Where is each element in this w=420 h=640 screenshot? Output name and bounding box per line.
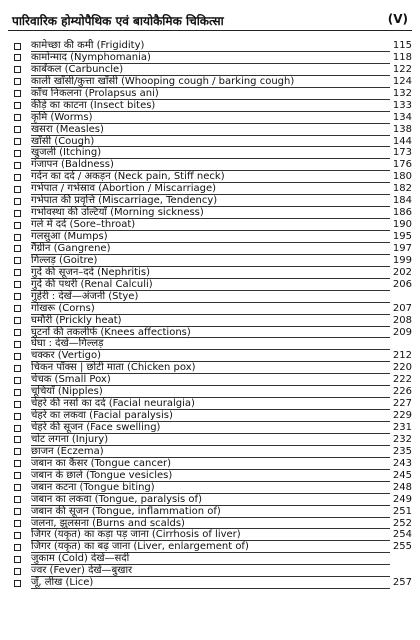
checkbox-icon[interactable] (14, 556, 21, 563)
checkbox-icon[interactable] (14, 90, 21, 97)
checkbox-icon[interactable] (14, 365, 21, 372)
entry-page-number: 138 (392, 123, 412, 135)
checkbox-icon[interactable] (14, 532, 21, 539)
checkbox-icon[interactable] (14, 281, 21, 288)
checkbox-icon[interactable] (14, 401, 21, 408)
index-entry (14, 398, 412, 410)
entry-label: गुर्दे की सूजन–दर्द (Nephritis) (31, 266, 151, 278)
entry-page-number: 226 (392, 386, 412, 398)
entry-page-number: 251 (392, 505, 412, 517)
entry-label: जबान कटना (Tongue biting) (31, 481, 155, 493)
entry-page-number: 124 (392, 75, 412, 87)
index-entry (14, 219, 412, 231)
entry-label: गैंग्रीन (Gangrene) (31, 242, 111, 254)
index-entry (14, 171, 412, 183)
checkbox-icon[interactable] (14, 520, 21, 527)
checkbox-icon[interactable] (14, 341, 21, 348)
checkbox-icon[interactable] (14, 150, 21, 157)
checkbox-icon[interactable] (14, 114, 21, 121)
index-entry (14, 362, 412, 374)
entry-label: जिगर (यकृत) का कड़ा पड़ जाना (Cirrhosis of liver) (31, 529, 241, 541)
checkbox-icon[interactable] (14, 102, 21, 109)
checkbox-icon[interactable] (14, 436, 21, 443)
entry-page-number: 182 (392, 183, 412, 195)
index-entry (14, 529, 412, 541)
index-entry (14, 386, 412, 398)
entry-label: चक्कर (Vertigo) (31, 350, 102, 362)
checkbox-icon[interactable] (14, 186, 21, 193)
entry-label: खाँसी (Cough) (31, 135, 95, 147)
checkbox-icon[interactable] (14, 317, 21, 324)
entry-page-number: 249 (392, 493, 412, 505)
checkbox-icon[interactable] (14, 448, 21, 455)
entry-label: चेहरे का लकवा (Facial paralysis) (31, 410, 173, 422)
index-entry (14, 159, 412, 171)
entry-page-number: 255 (392, 541, 412, 553)
checkbox-icon[interactable] (14, 425, 21, 432)
index-entry (14, 482, 412, 494)
entry-label: गुहेरी : देखें—अंजनी (Stye) (31, 290, 139, 302)
entry-label: गोखरू (Corns) (31, 302, 95, 314)
index-entry (14, 195, 412, 207)
index-entry (14, 303, 412, 315)
index-entry (14, 183, 412, 195)
entry-page-number: 252 (392, 517, 412, 529)
index-entry (14, 100, 412, 112)
entry-page-number: 180 (392, 171, 412, 183)
entry-label: चूचियाँ (Nipples) (31, 386, 103, 398)
entry-page-number: 134 (392, 111, 412, 123)
header-page-number: (V) (387, 12, 408, 26)
entry-label: गिल्लड़ (Goitre) (31, 254, 98, 266)
entry-label: गर्दन का दर्द / अकड़न (Neck pain, Stiff neck) (31, 171, 225, 183)
entry-page-number: 227 (392, 398, 412, 410)
entry-page-number: 231 (392, 422, 412, 433)
checkbox-icon[interactable] (14, 413, 21, 420)
entry-page-number: 254 (392, 529, 412, 541)
entry-label: घुटनों की तकलीफें (Knees affections) (31, 326, 191, 338)
book-title: पारिवारिक होम्योपैथिक एवं बायोकैमिक चिकित्सा (12, 14, 224, 28)
index-entry (14, 350, 412, 362)
entry-label: जबान की सूजन (Tongue, inflammation of) (31, 505, 221, 517)
entry-label: जुकाम (Cold) देखें—सर्दी (31, 553, 130, 565)
entry-page-number: 202 (392, 266, 412, 278)
entry-page-number: 229 (392, 410, 412, 422)
entry-label: चिकन पॉक्स | छोटी माता (Chicken pox) (31, 362, 196, 374)
entry-label: चेचक (Small Pox) (31, 374, 111, 386)
entry-label: छाजन (Eczema) (31, 445, 104, 457)
entry-page-number: 132 (392, 87, 412, 99)
entry-label: जबान का लकवा (Tongue, paralysis of) (31, 493, 202, 505)
entry-page-number: 184 (392, 195, 412, 207)
index-entry (14, 446, 412, 458)
entry-page-number: 212 (392, 350, 412, 362)
entry-page-number: 133 (392, 99, 412, 111)
entry-label: चेहरे की सूजन (Face swelling) (31, 422, 161, 433)
checkbox-icon[interactable] (14, 78, 21, 85)
index-entry (14, 553, 412, 565)
index-entry (14, 207, 412, 219)
entry-label: गर्भावस्था की उल्टियाँ (Morning sickness) (31, 207, 204, 219)
checkbox-icon[interactable] (14, 138, 21, 145)
index-entry (14, 315, 412, 327)
entry-page-number: 118 (392, 51, 412, 63)
entry-page-number: 197 (392, 242, 412, 254)
checkbox-icon[interactable] (14, 162, 21, 169)
checkbox-icon[interactable] (14, 329, 21, 336)
index-entry (14, 112, 412, 124)
entry-page-number: 243 (392, 457, 412, 469)
entry-page-number: 144 (392, 135, 412, 147)
entry-label: गुर्दे की पथरी (Renal Calculi) (31, 278, 153, 290)
entry-page-number: 186 (392, 207, 412, 219)
checkbox-icon[interactable] (14, 544, 21, 551)
checkbox-icon[interactable] (14, 269, 21, 276)
entry-page-number: 115 (392, 40, 412, 51)
index-entry (14, 147, 412, 159)
entry-label: गले में दर्द (Sore–throat) (31, 219, 136, 231)
entry-page-number: 176 (392, 159, 412, 171)
checkbox-icon[interactable] (14, 245, 21, 252)
entry-label: कामेच्छा की कमी (Frigidity) (31, 40, 145, 51)
checkbox-icon[interactable] (14, 389, 21, 396)
index-entry (14, 494, 412, 506)
entry-page-number: 209 (392, 326, 412, 338)
entry-page-number: 257 (392, 577, 412, 589)
checkbox-icon[interactable] (14, 472, 21, 479)
index-entry (14, 255, 412, 267)
index-entry (14, 541, 412, 553)
checkbox-icon[interactable] (14, 353, 21, 360)
entry-label: चेहरे की नसों का दर्द (Facial neuralgia) (31, 398, 195, 410)
entry-label: घमौरी (Prickly heat) (31, 314, 122, 326)
entry-label: कार्बंकल (Carbuncle) (31, 63, 124, 75)
entry-label: चोट लगना (Injury) (31, 433, 109, 445)
row-divider (31, 588, 390, 589)
page-header (8, 10, 412, 31)
checkbox-icon[interactable] (14, 174, 21, 181)
entry-page-number: 222 (392, 374, 412, 386)
checkbox-icon[interactable] (14, 305, 21, 312)
index-entry (14, 434, 412, 446)
entry-label: जूँ, लीख (Lice) (31, 577, 94, 589)
entry-label: खुजली (Itching) (31, 147, 102, 159)
index-entry (14, 338, 412, 350)
index-entry (14, 76, 412, 88)
entry-page-number: 122 (392, 63, 412, 75)
index-entry (14, 458, 412, 470)
checkbox-icon[interactable] (14, 234, 21, 241)
entry-page-number: 232 (392, 433, 412, 445)
entry-page-number: 190 (392, 219, 412, 231)
index-entry (14, 136, 412, 148)
checkbox-icon[interactable] (14, 580, 21, 587)
entry-label: गर्भपात की प्रवृत्ति (Miscarriage, Tendency) (31, 195, 218, 207)
index-entry (14, 422, 412, 434)
index-entry (14, 267, 412, 279)
entry-page-number: 248 (392, 481, 412, 493)
entry-page-number: 220 (392, 362, 412, 374)
index-entry (14, 231, 412, 243)
index-entry (14, 327, 412, 339)
entry-label: गंजापन (Baldness) (31, 159, 114, 171)
entry-label: काँच निकलना (Prolapsus ani) (31, 87, 159, 99)
entry-label: ज्वर (Fever) देखें—बुखार (31, 565, 133, 577)
checkbox-icon[interactable] (14, 222, 21, 229)
entry-page-number: 245 (392, 469, 412, 481)
entry-label: घेघा : देखें—गिल्लड़ (31, 338, 104, 350)
index-entry (14, 124, 412, 136)
index-entry (14, 410, 412, 422)
entry-label: खसरा (Measles) (31, 123, 104, 135)
index-entry (14, 506, 412, 518)
checkbox-icon[interactable] (14, 198, 21, 205)
index-entry (14, 243, 412, 255)
entry-label: कीड़े का काटना (Insect bites) (31, 99, 156, 111)
checkbox-icon[interactable] (14, 484, 21, 491)
entry-page-number: 208 (392, 314, 412, 326)
index-entry (14, 64, 412, 76)
entry-label: कृमि (Worms) (31, 111, 93, 123)
index-entry (14, 88, 412, 100)
entry-page-number: 199 (392, 254, 412, 266)
entry-label: कामोन्माद (Nymphomania) (31, 51, 151, 63)
checkbox-icon[interactable] (14, 126, 21, 133)
entry-page-number: 207 (392, 302, 412, 314)
index-entry (14, 577, 412, 589)
entry-page-number: 235 (392, 445, 412, 457)
checkbox-icon[interactable] (14, 257, 21, 264)
index-entry (14, 374, 412, 386)
index-entry (14, 279, 412, 291)
checkbox-icon[interactable] (14, 210, 21, 217)
index-list (14, 40, 412, 589)
entry-label: जलना, झुलसना (Burns and scalds) (31, 517, 185, 529)
entry-label: जबान का कैंसर (Tongue cancer) (31, 457, 172, 469)
index-entry (14, 565, 412, 577)
checkbox-icon[interactable] (14, 377, 21, 384)
index-entry (14, 52, 412, 64)
entry-label: जबान के छाले (Tongue vesicles) (31, 469, 173, 481)
index-entry (14, 470, 412, 482)
index-entry (14, 291, 412, 303)
entry-page-number: 206 (392, 278, 412, 290)
checkbox-icon[interactable] (14, 496, 21, 503)
entry-label: काली खाँसी/कुत्ता खाँसी (Whooping cough / barking cough) (31, 75, 295, 87)
entry-page-number: 195 (392, 231, 412, 242)
entry-label: गलसुआ (Mumps) (31, 231, 108, 242)
checkbox-icon[interactable] (14, 508, 21, 515)
checkbox-icon[interactable] (14, 460, 21, 467)
checkbox-icon[interactable] (14, 66, 21, 73)
index-entry (14, 40, 412, 52)
checkbox-icon[interactable] (14, 568, 21, 575)
entry-label: जिगर (यकृत) का बढ़ जाना (Liver, enlargement of) (31, 541, 249, 553)
checkbox-icon[interactable] (14, 293, 21, 300)
checkbox-icon[interactable] (14, 54, 21, 61)
entry-page-number: 173 (392, 147, 412, 159)
checkbox-icon[interactable] (14, 43, 21, 50)
entry-label: गर्भपात / गर्भस्राव (Abortion / Miscarriage) (31, 183, 217, 195)
index-entry (14, 518, 412, 530)
